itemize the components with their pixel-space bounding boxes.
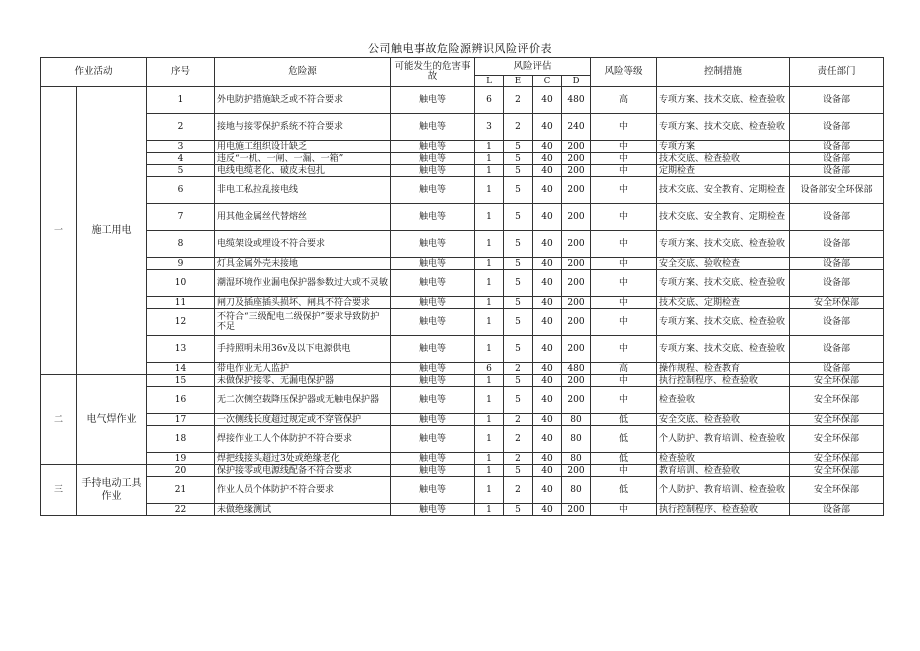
- cell-C: 40: [533, 465, 562, 477]
- cell-L: 1: [475, 153, 504, 165]
- cell-D: 480: [562, 87, 591, 114]
- cell-E: 5: [504, 270, 533, 297]
- risk-table: [40, 57, 884, 516]
- cell-D: 80: [562, 477, 591, 504]
- cell-measures: 技术交底、安全教育、定期检查: [657, 177, 790, 204]
- table-row: [41, 336, 884, 363]
- table-row: [41, 153, 884, 165]
- cell-accident: 触电等: [391, 297, 475, 309]
- cell-measures: 专项方案、技术交底、检查验收: [657, 114, 790, 141]
- cell-L: 1: [475, 204, 504, 231]
- table-row: [41, 87, 884, 114]
- cell-measures: 技术交底、检查验收: [657, 153, 790, 165]
- cell-dept: 设备部: [790, 270, 884, 297]
- cell-D: 200: [562, 141, 591, 153]
- cell-hazard: 手持照明未用36v及以下电源供电: [215, 336, 391, 363]
- cell-D: 200: [562, 177, 591, 204]
- cell-accident: 触电等: [391, 141, 475, 153]
- cell-hazard: 灯具金属外壳未接地: [215, 258, 391, 270]
- cell-seq: 1: [147, 87, 215, 114]
- cell-C: 40: [533, 387, 562, 414]
- cell-D: 200: [562, 165, 591, 177]
- cell-seq: 4: [147, 153, 215, 165]
- cell-measures: 专项方案、技术交底、检查验收: [657, 87, 790, 114]
- cell-hazard: 用其他金属丝代替熔丝: [215, 204, 391, 231]
- cell-level: 低: [591, 453, 657, 465]
- cell-hazard: 潮湿环境作业漏电保护器参数过大或不灵敏: [215, 270, 391, 297]
- cell-dept: 安全环保部: [790, 414, 884, 426]
- header-activity: 作业活动: [41, 58, 147, 87]
- header-measures: 控制措施: [657, 58, 790, 87]
- cell-D: 200: [562, 309, 591, 336]
- cell-C: 40: [533, 165, 562, 177]
- cell-D: 200: [562, 204, 591, 231]
- cell-E: 5: [504, 141, 533, 153]
- cell-level: 中: [591, 258, 657, 270]
- cell-dept: 安全环保部: [790, 387, 884, 414]
- cell-seq: 15: [147, 375, 215, 387]
- cell-L: 1: [475, 477, 504, 504]
- cell-dept: 设备部: [790, 336, 884, 363]
- cell-accident: 触电等: [391, 309, 475, 336]
- cell-D: 200: [562, 153, 591, 165]
- cell-seq: 17: [147, 414, 215, 426]
- cell-C: 40: [533, 375, 562, 387]
- cell-accident: 触电等: [391, 231, 475, 258]
- cell-level: 中: [591, 375, 657, 387]
- cell-dept: 设备部: [790, 504, 884, 516]
- cell-accident: 触电等: [391, 504, 475, 516]
- header-D: D: [562, 76, 591, 87]
- cell-level: 中: [591, 165, 657, 177]
- cell-accident: 触电等: [391, 426, 475, 453]
- cell-C: 40: [533, 231, 562, 258]
- cell-E: 5: [504, 504, 533, 516]
- cell-level: 中: [591, 297, 657, 309]
- cell-E: 5: [504, 465, 533, 477]
- cell-hazard: 一次侧线长度超过规定或不穿管保护: [215, 414, 391, 426]
- cell-hazard: 保护接零或电源线配备不符合要求: [215, 465, 391, 477]
- table-row: [41, 465, 884, 477]
- cell-hazard: 用电施工组织设计缺乏: [215, 141, 391, 153]
- cell-C: 40: [533, 114, 562, 141]
- header-risk-eval: 风险评估: [475, 58, 591, 76]
- cell-dept: 设备部: [790, 231, 884, 258]
- cell-seq: 13: [147, 336, 215, 363]
- cell-L: 6: [475, 87, 504, 114]
- cell-measures: 专项方案、技术交底、检查验收: [657, 336, 790, 363]
- group-number: 二: [41, 375, 77, 465]
- cell-hazard: 电缆架设或埋设不符合要求: [215, 231, 391, 258]
- cell-E: 5: [504, 309, 533, 336]
- cell-hazard: 闸刀及插座插头损坏、闸具不符合要求: [215, 297, 391, 309]
- cell-D: 80: [562, 414, 591, 426]
- cell-seq: 14: [147, 363, 215, 375]
- table-row: [41, 270, 884, 297]
- table-row: [41, 387, 884, 414]
- cell-C: 40: [533, 363, 562, 375]
- cell-seq: 3: [147, 141, 215, 153]
- cell-level: 中: [591, 309, 657, 336]
- cell-measures: 执行控制程序、检查验收: [657, 504, 790, 516]
- cell-level: 中: [591, 504, 657, 516]
- cell-D: 200: [562, 465, 591, 477]
- cell-L: 1: [475, 270, 504, 297]
- cell-hazard: 焊接作业工人个体防护不符合要求: [215, 426, 391, 453]
- cell-C: 40: [533, 87, 562, 114]
- cell-E: 2: [504, 414, 533, 426]
- cell-D: 200: [562, 387, 591, 414]
- cell-E: 2: [504, 477, 533, 504]
- cell-level: 高: [591, 87, 657, 114]
- cell-dept: 设备部: [790, 153, 884, 165]
- cell-hazard: 外电防护措施缺乏或不符合要求: [215, 87, 391, 114]
- cell-dept: 设备部: [790, 165, 884, 177]
- cell-D: 200: [562, 336, 591, 363]
- cell-L: 1: [475, 177, 504, 204]
- cell-C: 40: [533, 414, 562, 426]
- table-row: [41, 177, 884, 204]
- cell-level: 中: [591, 114, 657, 141]
- cell-level: 低: [591, 477, 657, 504]
- cell-accident: 触电等: [391, 270, 475, 297]
- cell-seq: 20: [147, 465, 215, 477]
- table-row: [41, 258, 884, 270]
- cell-accident: 触电等: [391, 363, 475, 375]
- cell-accident: 触电等: [391, 114, 475, 141]
- cell-hazard: 未做保护接零、无漏电保护器: [215, 375, 391, 387]
- cell-E: 2: [504, 363, 533, 375]
- cell-hazard: 无二次侧空载降压保护器或无触电保护器: [215, 387, 391, 414]
- cell-D: 200: [562, 504, 591, 516]
- cell-measures: 技术交底、安全教育、定期检查: [657, 204, 790, 231]
- cell-E: 5: [504, 387, 533, 414]
- cell-level: 中: [591, 153, 657, 165]
- cell-L: 1: [475, 465, 504, 477]
- table-row: [41, 426, 884, 453]
- cell-hazard: 接地与接零保护系统不符合要求: [215, 114, 391, 141]
- table-row: [41, 375, 884, 387]
- cell-D: 200: [562, 270, 591, 297]
- cell-measures: 检查验收: [657, 387, 790, 414]
- cell-accident: 触电等: [391, 204, 475, 231]
- cell-L: 1: [475, 297, 504, 309]
- cell-seq: 11: [147, 297, 215, 309]
- cell-D: 200: [562, 375, 591, 387]
- cell-E: 5: [504, 153, 533, 165]
- cell-E: 2: [504, 453, 533, 465]
- cell-measures: 教育培训、检查验收: [657, 465, 790, 477]
- header-level: 风险等级: [591, 58, 657, 87]
- cell-accident: 触电等: [391, 153, 475, 165]
- table-row: [41, 297, 884, 309]
- cell-hazard: 违反“一机、一闸、一漏、一箱”: [215, 153, 391, 165]
- cell-accident: 触电等: [391, 258, 475, 270]
- cell-C: 40: [533, 504, 562, 516]
- cell-level: 中: [591, 141, 657, 153]
- cell-E: 5: [504, 177, 533, 204]
- table-body: [41, 87, 884, 516]
- table-row: [41, 504, 884, 516]
- table-row: [41, 414, 884, 426]
- cell-measures: 专项方案、技术交底、检查验收: [657, 231, 790, 258]
- cell-measures: 个人防护、教育培训、检查验收: [657, 477, 790, 504]
- cell-seq: 10: [147, 270, 215, 297]
- cell-seq: 18: [147, 426, 215, 453]
- table-row: [41, 204, 884, 231]
- header-hazard: 危险源: [215, 58, 391, 87]
- header-L: L: [475, 76, 504, 87]
- cell-accident: 触电等: [391, 414, 475, 426]
- cell-level: 中: [591, 387, 657, 414]
- cell-D: 200: [562, 258, 591, 270]
- group-activity: 电气焊作业: [77, 375, 147, 465]
- cell-seq: 9: [147, 258, 215, 270]
- cell-measures: 执行控制程序、检查验收: [657, 375, 790, 387]
- cell-accident: 触电等: [391, 375, 475, 387]
- cell-E: 5: [504, 231, 533, 258]
- cell-measures: 定期检查: [657, 165, 790, 177]
- cell-dept: 安全环保部: [790, 465, 884, 477]
- cell-L: 1: [475, 231, 504, 258]
- cell-measures: 个人防护、教育培训、检查验收: [657, 426, 790, 453]
- cell-seq: 7: [147, 204, 215, 231]
- cell-L: 1: [475, 426, 504, 453]
- cell-E: 2: [504, 114, 533, 141]
- group-activity: 手持电动工具作业: [77, 465, 147, 516]
- cell-hazard: 作业人员个体防护不符合要求: [215, 477, 391, 504]
- cell-L: 1: [475, 141, 504, 153]
- cell-C: 40: [533, 309, 562, 336]
- cell-measures: 检查验收: [657, 453, 790, 465]
- cell-hazard: 焊把线接头超过3处或绝缘老化: [215, 453, 391, 465]
- cell-dept: 设备部: [790, 204, 884, 231]
- cell-measures: 操作规程、检查教育: [657, 363, 790, 375]
- cell-D: 200: [562, 231, 591, 258]
- cell-C: 40: [533, 477, 562, 504]
- table-row: [41, 231, 884, 258]
- cell-seq: 6: [147, 177, 215, 204]
- cell-dept: 设备部: [790, 87, 884, 114]
- cell-C: 40: [533, 153, 562, 165]
- cell-E: 5: [504, 297, 533, 309]
- cell-accident: 触电等: [391, 453, 475, 465]
- cell-dept: 安全环保部: [790, 297, 884, 309]
- cell-accident: 触电等: [391, 165, 475, 177]
- cell-level: 中: [591, 336, 657, 363]
- cell-dept: 设备部: [790, 114, 884, 141]
- group-number: 三: [41, 465, 77, 516]
- cell-E: 5: [504, 375, 533, 387]
- cell-measures: 安全交底、检查验收: [657, 414, 790, 426]
- cell-L: 1: [475, 258, 504, 270]
- cell-accident: 触电等: [391, 387, 475, 414]
- cell-dept: 安全环保部: [790, 375, 884, 387]
- table-row: [41, 114, 884, 141]
- cell-L: 1: [475, 309, 504, 336]
- cell-hazard: 不符合“三级配电二级保护”要求导致防护不足: [215, 309, 391, 336]
- cell-C: 40: [533, 177, 562, 204]
- cell-D: 240: [562, 114, 591, 141]
- cell-L: 1: [475, 387, 504, 414]
- cell-dept: 安全环保部: [790, 453, 884, 465]
- cell-E: 5: [504, 165, 533, 177]
- cell-level: 低: [591, 414, 657, 426]
- table-row: [41, 165, 884, 177]
- cell-level: 中: [591, 204, 657, 231]
- cell-hazard: 非电工私拉乱接电线: [215, 177, 391, 204]
- cell-dept: 设备部: [790, 141, 884, 153]
- table-row: [41, 453, 884, 465]
- cell-dept: 设备部: [790, 363, 884, 375]
- cell-seq: 12: [147, 309, 215, 336]
- cell-E: 5: [504, 258, 533, 270]
- cell-C: 40: [533, 141, 562, 153]
- cell-accident: 触电等: [391, 336, 475, 363]
- cell-E: 5: [504, 336, 533, 363]
- cell-C: 40: [533, 297, 562, 309]
- cell-measures: 专项方案: [657, 141, 790, 153]
- cell-hazard: 电线电缆老化、破皮未包扎: [215, 165, 391, 177]
- cell-level: 中: [591, 177, 657, 204]
- header-accident: 可能发生的危害事故: [391, 58, 475, 87]
- cell-seq: 22: [147, 504, 215, 516]
- cell-seq: 2: [147, 114, 215, 141]
- table-row: [41, 363, 884, 375]
- table-row: [41, 309, 884, 336]
- cell-level: 中: [591, 465, 657, 477]
- cell-measures: 专项方案、技术交底、检查验收: [657, 309, 790, 336]
- header-C: C: [533, 76, 562, 87]
- cell-dept: 安全环保部: [790, 426, 884, 453]
- cell-L: 1: [475, 165, 504, 177]
- cell-L: 1: [475, 414, 504, 426]
- cell-seq: 5: [147, 165, 215, 177]
- cell-measures: 安全交底、验收检查: [657, 258, 790, 270]
- cell-measures: 专项方案、技术交底、检查验收: [657, 270, 790, 297]
- cell-C: 40: [533, 270, 562, 297]
- cell-D: 200: [562, 297, 591, 309]
- cell-D: 80: [562, 426, 591, 453]
- cell-accident: 触电等: [391, 465, 475, 477]
- cell-dept: 设备部安全环保部: [790, 177, 884, 204]
- cell-C: 40: [533, 426, 562, 453]
- cell-L: 1: [475, 375, 504, 387]
- cell-seq: 8: [147, 231, 215, 258]
- cell-measures: 技术交底、定期检查: [657, 297, 790, 309]
- cell-L: 1: [475, 504, 504, 516]
- cell-level: 低: [591, 426, 657, 453]
- cell-dept: 设备部: [790, 258, 884, 270]
- header-seq: 序号: [147, 58, 215, 87]
- cell-D: 80: [562, 453, 591, 465]
- cell-hazard: 未做绝缘测试: [215, 504, 391, 516]
- cell-L: 1: [475, 336, 504, 363]
- page-title: 公司触电事故危险源辨识风险评价表: [368, 42, 552, 55]
- cell-E: 2: [504, 87, 533, 114]
- cell-dept: 安全环保部: [790, 477, 884, 504]
- header-E: E: [504, 76, 533, 87]
- cell-C: 40: [533, 336, 562, 363]
- cell-seq: 16: [147, 387, 215, 414]
- cell-level: 中: [591, 231, 657, 258]
- cell-E: 5: [504, 204, 533, 231]
- cell-accident: 触电等: [391, 177, 475, 204]
- cell-L: 1: [475, 453, 504, 465]
- cell-L: 6: [475, 363, 504, 375]
- cell-accident: 触电等: [391, 87, 475, 114]
- header-dept: 责任部门: [790, 58, 884, 87]
- cell-C: 40: [533, 258, 562, 270]
- cell-seq: 19: [147, 453, 215, 465]
- cell-hazard: 带电作业无人监护: [215, 363, 391, 375]
- cell-seq: 21: [147, 477, 215, 504]
- cell-accident: 触电等: [391, 477, 475, 504]
- cell-C: 40: [533, 204, 562, 231]
- cell-level: 高: [591, 363, 657, 375]
- table-row: [41, 477, 884, 504]
- cell-D: 480: [562, 363, 591, 375]
- cell-level: 中: [591, 270, 657, 297]
- cell-dept: 设备部: [790, 309, 884, 336]
- cell-L: 3: [475, 114, 504, 141]
- group-number: 一: [41, 87, 77, 375]
- group-activity: 施工用电: [77, 87, 147, 375]
- table-row: [41, 141, 884, 153]
- cell-C: 40: [533, 453, 562, 465]
- cell-E: 2: [504, 426, 533, 453]
